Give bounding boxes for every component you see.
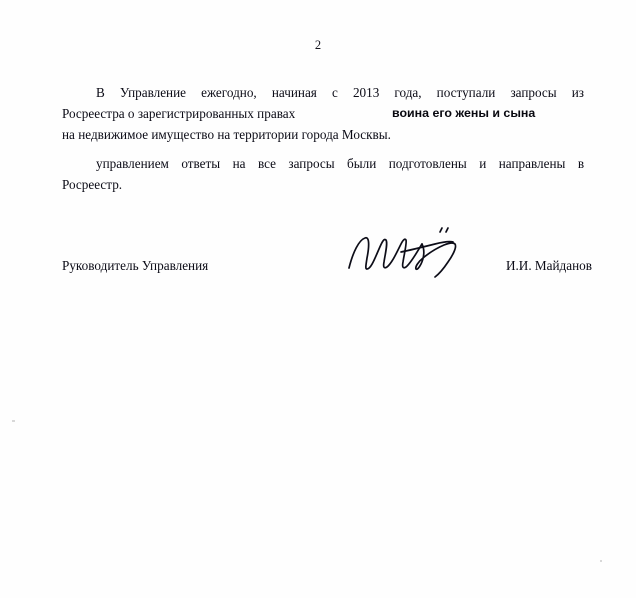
word: ежегодно, <box>201 85 257 100</box>
word: в <box>577 156 585 171</box>
paragraph-1-line-1 <box>62 82 584 103</box>
page-number: 2 <box>314 38 322 52</box>
paragraph-2 <box>62 153 584 195</box>
word: и <box>479 156 487 171</box>
word: из <box>571 85 584 100</box>
word: на <box>232 156 246 171</box>
word: запросы <box>288 156 335 171</box>
word: управлением <box>96 156 169 171</box>
line-2-text: Росреестра о зарегистрированных правах <box>62 106 296 121</box>
word: начиная <box>271 85 317 100</box>
signatory-name: И.И. Майданов <box>505 258 592 273</box>
word: с <box>331 85 338 100</box>
word: В <box>96 85 105 100</box>
word: подготовлены <box>388 156 467 171</box>
scan-artifact <box>12 420 15 422</box>
paragraph-2-line-2: Росреестр. <box>62 177 123 192</box>
signature-row <box>62 258 592 284</box>
word: все <box>257 156 276 171</box>
word: Управление <box>119 85 187 100</box>
word: были <box>347 156 377 171</box>
word: года, <box>394 85 422 100</box>
paragraph-1-line-3: на недвижимое имущество на территории города Москвы. <box>62 127 391 142</box>
paragraph-1 <box>62 82 584 145</box>
document-body <box>62 82 584 195</box>
word: ответы <box>181 156 221 171</box>
scan-artifact <box>600 560 602 562</box>
word: поступали <box>436 85 496 100</box>
word: 2013 <box>352 85 380 100</box>
word: запросы <box>510 85 557 100</box>
signatory-title: Руководитель Управления <box>62 258 209 273</box>
word: направлены <box>498 156 566 171</box>
handwritten-insert-text: воина его жены и сына <box>392 106 536 120</box>
paragraph-2-line-1 <box>62 153 584 174</box>
